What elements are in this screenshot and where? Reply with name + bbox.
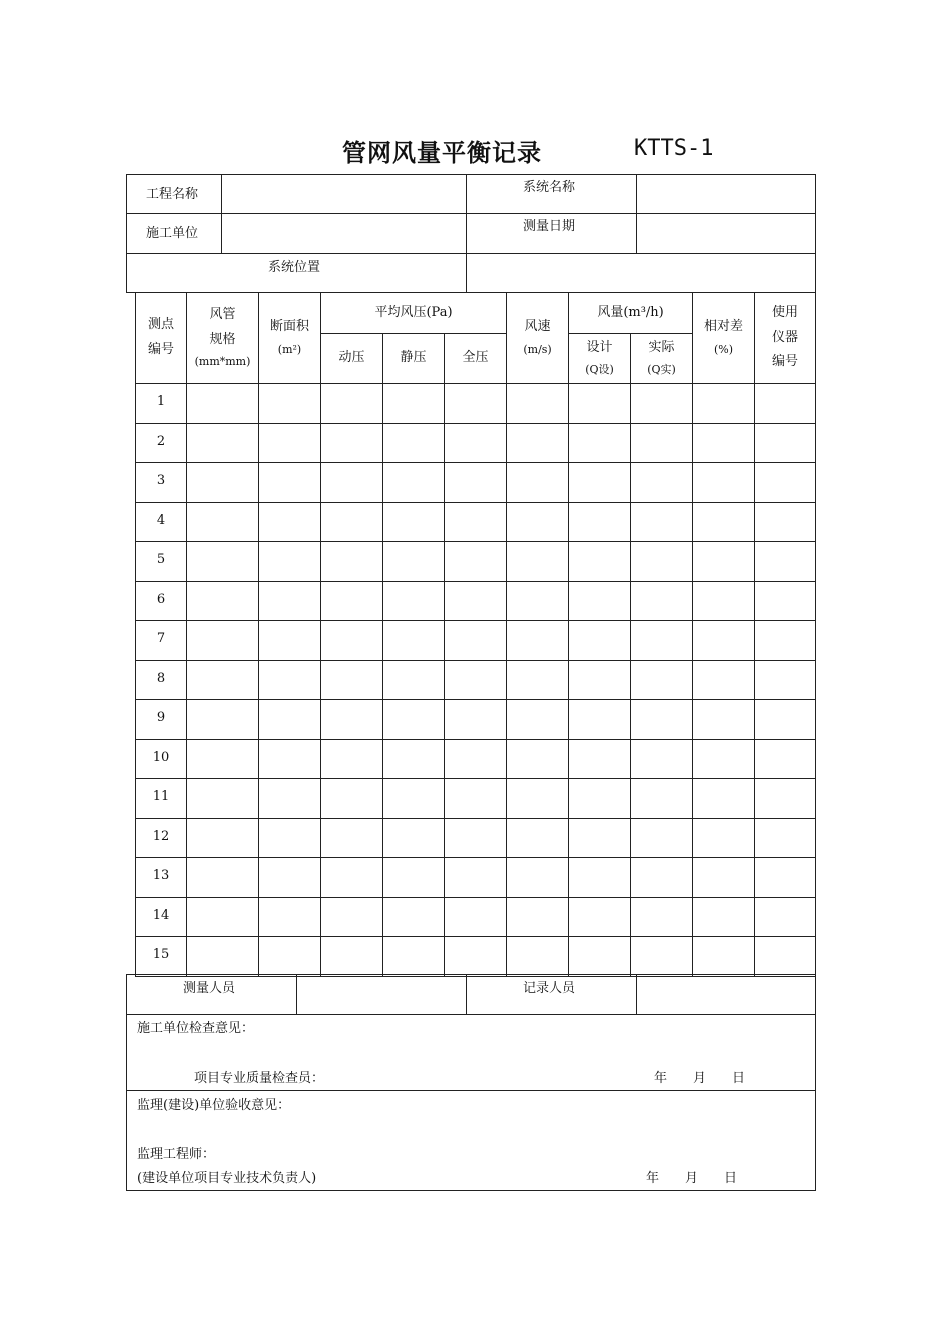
table-cell[interactable]: [693, 423, 755, 463]
table-cell[interactable]: [755, 739, 816, 779]
table-cell[interactable]: [321, 542, 383, 582]
page-title: 管网风量平衡记录: [342, 139, 542, 167]
table-cell[interactable]: [507, 779, 569, 819]
table-row: [136, 818, 816, 858]
table-cell[interactable]: [187, 542, 259, 582]
table-cell[interactable]: [569, 621, 631, 661]
form-code: KTTS-1: [634, 136, 714, 161]
table-cell[interactable]: [507, 581, 569, 621]
table-cell[interactable]: [259, 581, 321, 621]
table-cell[interactable]: [187, 779, 259, 819]
table-row: [136, 423, 816, 463]
table-cell[interactable]: [445, 423, 507, 463]
table-cell[interactable]: [383, 542, 445, 582]
table-cell[interactable]: [259, 700, 321, 740]
col-duct-size: 风管 规格 (mm*mm): [187, 293, 259, 384]
table-row: [136, 897, 816, 937]
table-cell[interactable]: [631, 542, 693, 582]
table-cell[interactable]: [631, 937, 693, 977]
table-row: [136, 621, 816, 661]
table-cell[interactable]: [383, 621, 445, 661]
row-number: 2: [136, 423, 187, 463]
row-number: 4: [136, 502, 187, 542]
table-cell[interactable]: [259, 937, 321, 977]
table-cell[interactable]: [507, 621, 569, 661]
table-cell[interactable]: [445, 502, 507, 542]
row-number: 10: [136, 739, 187, 779]
table-cell[interactable]: [631, 384, 693, 424]
table-cell[interactable]: [321, 502, 383, 542]
table-cell[interactable]: [755, 700, 816, 740]
row-number: 5: [136, 542, 187, 582]
table-cell[interactable]: [631, 621, 693, 661]
row-number: 11: [136, 779, 187, 819]
table-cell[interactable]: [569, 818, 631, 858]
table-cell[interactable]: [569, 700, 631, 740]
table-cell[interactable]: [445, 700, 507, 740]
table-cell[interactable]: [569, 542, 631, 582]
table-cell[interactable]: [755, 542, 816, 582]
table-cell[interactable]: [693, 621, 755, 661]
table-cell[interactable]: [445, 621, 507, 661]
col-area: 断面积 (m²): [259, 293, 321, 384]
table-row: [136, 542, 816, 582]
table-row: [136, 739, 816, 779]
table-cell[interactable]: [755, 423, 816, 463]
table-row: [136, 384, 816, 424]
table-cell[interactable]: [631, 502, 693, 542]
col-point-no: 测点 编号: [136, 293, 187, 384]
table-cell[interactable]: [383, 937, 445, 977]
table-cell[interactable]: [445, 897, 507, 937]
table-cell[interactable]: [445, 779, 507, 819]
measure-date-label: 测量日期: [523, 219, 576, 234]
table-cell[interactable]: [507, 700, 569, 740]
table-cell[interactable]: [693, 542, 755, 582]
col-actual-flow: 实际 (Q实): [631, 334, 693, 384]
col-dynamic-pressure: 动压: [321, 334, 383, 384]
table-cell[interactable]: [755, 660, 816, 700]
row-number: 13: [136, 858, 187, 898]
table-row: [136, 858, 816, 898]
table-cell[interactable]: [187, 502, 259, 542]
table-cell[interactable]: [755, 858, 816, 898]
table-cell[interactable]: [321, 739, 383, 779]
col-instrument: 使用 仪器 编号: [755, 293, 816, 384]
row-number: 15: [136, 937, 187, 977]
table-cell[interactable]: [321, 897, 383, 937]
recorder-label: 记录人员: [523, 981, 576, 996]
row-number: 3: [136, 463, 187, 503]
table-cell[interactable]: [631, 423, 693, 463]
system-name-label: 系统名称: [523, 180, 576, 195]
table-cell[interactable]: [693, 739, 755, 779]
table-cell[interactable]: [259, 621, 321, 661]
table-cell[interactable]: [321, 937, 383, 977]
table-cell[interactable]: [569, 937, 631, 977]
system-location-label: 系统位置: [268, 260, 321, 275]
table-cell[interactable]: [259, 542, 321, 582]
table-cell[interactable]: [187, 937, 259, 977]
table-row: [136, 660, 816, 700]
table-cell[interactable]: [445, 937, 507, 977]
date-line-1: 年 月 日: [654, 1071, 746, 1086]
table-cell[interactable]: [693, 463, 755, 503]
table-cell[interactable]: [187, 621, 259, 661]
table-cell[interactable]: [259, 660, 321, 700]
supervisor-opinion-label: 监理(建设)单位验收意见：: [137, 1098, 291, 1113]
table-cell[interactable]: [445, 818, 507, 858]
table-cell[interactable]: [507, 463, 569, 503]
table-cell[interactable]: [445, 581, 507, 621]
table-cell[interactable]: [383, 897, 445, 937]
table-cell[interactable]: [755, 463, 816, 503]
table-cell[interactable]: [631, 581, 693, 621]
table-cell[interactable]: [187, 384, 259, 424]
table-cell[interactable]: [755, 502, 816, 542]
table-cell[interactable]: [187, 858, 259, 898]
table-cell[interactable]: [259, 818, 321, 858]
table-cell[interactable]: [755, 581, 816, 621]
row-number: 9: [136, 700, 187, 740]
table-cell[interactable]: [321, 858, 383, 898]
col-airflow: 风量(m³/h): [569, 293, 693, 334]
table-cell[interactable]: [507, 542, 569, 582]
table-cell[interactable]: [693, 700, 755, 740]
qc-inspector-label: 项目专业质量检查员：: [194, 1071, 325, 1086]
table-cell[interactable]: [507, 384, 569, 424]
table-cell[interactable]: [187, 463, 259, 503]
table-cell[interactable]: [321, 660, 383, 700]
header-block: [126, 174, 816, 293]
table-cell[interactable]: [187, 818, 259, 858]
table-cell[interactable]: [569, 384, 631, 424]
table-cell[interactable]: [259, 897, 321, 937]
row-number: 1: [136, 384, 187, 424]
table-cell[interactable]: [569, 502, 631, 542]
table-cell[interactable]: [755, 621, 816, 661]
table-cell[interactable]: [383, 660, 445, 700]
table-row: [136, 463, 816, 503]
table-cell[interactable]: [321, 621, 383, 661]
table-cell[interactable]: [755, 937, 816, 977]
table-cell[interactable]: [383, 463, 445, 503]
table-cell[interactable]: [321, 581, 383, 621]
table-cell[interactable]: [187, 897, 259, 937]
table-cell[interactable]: [693, 384, 755, 424]
contractor-label: 施工单位: [146, 226, 199, 241]
row-number: 12: [136, 818, 187, 858]
table-cell[interactable]: [507, 502, 569, 542]
row-number: 6: [136, 581, 187, 621]
table-cell[interactable]: [631, 463, 693, 503]
table-cell[interactable]: [259, 423, 321, 463]
table-cell[interactable]: [383, 700, 445, 740]
table-cell[interactable]: [187, 581, 259, 621]
table-cell[interactable]: [693, 779, 755, 819]
contractor-opinion-label: 施工单位检查意见：: [137, 1021, 255, 1036]
table-cell[interactable]: [445, 739, 507, 779]
table-cell[interactable]: [383, 581, 445, 621]
table-cell[interactable]: [693, 937, 755, 977]
table-cell[interactable]: [693, 858, 755, 898]
table-cell[interactable]: [569, 739, 631, 779]
col-velocity: 风速 (m/s): [507, 293, 569, 384]
surveyor-label: 测量人员: [183, 981, 236, 996]
date-line-2: 年 月 日: [646, 1171, 738, 1186]
table-cell[interactable]: [693, 818, 755, 858]
col-relative-diff: 相对差 (%): [693, 293, 755, 384]
table-cell[interactable]: [631, 818, 693, 858]
table-cell[interactable]: [507, 897, 569, 937]
table-cell[interactable]: [507, 937, 569, 977]
table-cell[interactable]: [755, 818, 816, 858]
table-cell[interactable]: [507, 858, 569, 898]
table-cell[interactable]: [321, 700, 383, 740]
supervisor-engineer-label: 监理工程师：: [137, 1147, 216, 1162]
col-total-pressure: 全压: [445, 334, 507, 384]
owner-rep-label: (建设单位项目专业技术负责人): [137, 1171, 317, 1186]
row-number: 14: [136, 897, 187, 937]
table-row: [136, 779, 816, 819]
table-cell[interactable]: [383, 858, 445, 898]
table-cell[interactable]: [383, 384, 445, 424]
table-cell[interactable]: [507, 423, 569, 463]
measurement-table: [135, 292, 816, 977]
table-cell[interactable]: [321, 384, 383, 424]
table-cell[interactable]: [507, 818, 569, 858]
table-cell[interactable]: [693, 897, 755, 937]
table-row: [136, 581, 816, 621]
table-cell[interactable]: [383, 423, 445, 463]
table-cell[interactable]: [569, 897, 631, 937]
table-cell[interactable]: [445, 384, 507, 424]
table-cell[interactable]: [259, 463, 321, 503]
table-cell[interactable]: [569, 779, 631, 819]
table-row: [136, 700, 816, 740]
table-cell[interactable]: [569, 581, 631, 621]
col-static-pressure: 静压: [383, 334, 445, 384]
table-cell[interactable]: [755, 384, 816, 424]
col-design-flow: 设计 (Q设): [569, 334, 631, 384]
table-cell[interactable]: [755, 897, 816, 937]
table-cell[interactable]: [259, 384, 321, 424]
table-cell[interactable]: [631, 739, 693, 779]
table-cell[interactable]: [693, 660, 755, 700]
table-cell[interactable]: [631, 700, 693, 740]
table-cell[interactable]: [383, 502, 445, 542]
row-number: 8: [136, 660, 187, 700]
table-cell[interactable]: [259, 739, 321, 779]
table-cell[interactable]: [383, 779, 445, 819]
table-cell[interactable]: [445, 463, 507, 503]
table-cell[interactable]: [631, 779, 693, 819]
table-cell[interactable]: [187, 423, 259, 463]
table-cell[interactable]: [187, 739, 259, 779]
table-cell[interactable]: [445, 660, 507, 700]
table-row: [136, 502, 816, 542]
col-avg-pressure: 平均风压(Pa): [321, 293, 507, 334]
table-cell[interactable]: [321, 423, 383, 463]
table-cell[interactable]: [187, 700, 259, 740]
table-cell[interactable]: [445, 858, 507, 898]
table-cell[interactable]: [187, 660, 259, 700]
table-cell[interactable]: [631, 858, 693, 898]
table-cell[interactable]: [569, 858, 631, 898]
table-cell[interactable]: [755, 779, 816, 819]
table-cell[interactable]: [259, 502, 321, 542]
table-cell[interactable]: [507, 739, 569, 779]
row-number: 7: [136, 621, 187, 661]
table-cell[interactable]: [383, 739, 445, 779]
table-cell[interactable]: [693, 502, 755, 542]
table-cell[interactable]: [383, 818, 445, 858]
table-row: [136, 937, 816, 977]
table-cell[interactable]: [569, 660, 631, 700]
table-cell[interactable]: [321, 779, 383, 819]
project-name-label: 工程名称: [146, 187, 199, 202]
table-cell[interactable]: [259, 858, 321, 898]
table-cell[interactable]: [569, 423, 631, 463]
table-cell[interactable]: [259, 779, 321, 819]
table-cell[interactable]: [321, 818, 383, 858]
table-cell[interactable]: [569, 463, 631, 503]
table-cell[interactable]: [321, 463, 383, 503]
table-cell[interactable]: [507, 660, 569, 700]
table-cell[interactable]: [445, 542, 507, 582]
table-cell[interactable]: [631, 660, 693, 700]
table-cell[interactable]: [631, 897, 693, 937]
table-cell[interactable]: [693, 581, 755, 621]
